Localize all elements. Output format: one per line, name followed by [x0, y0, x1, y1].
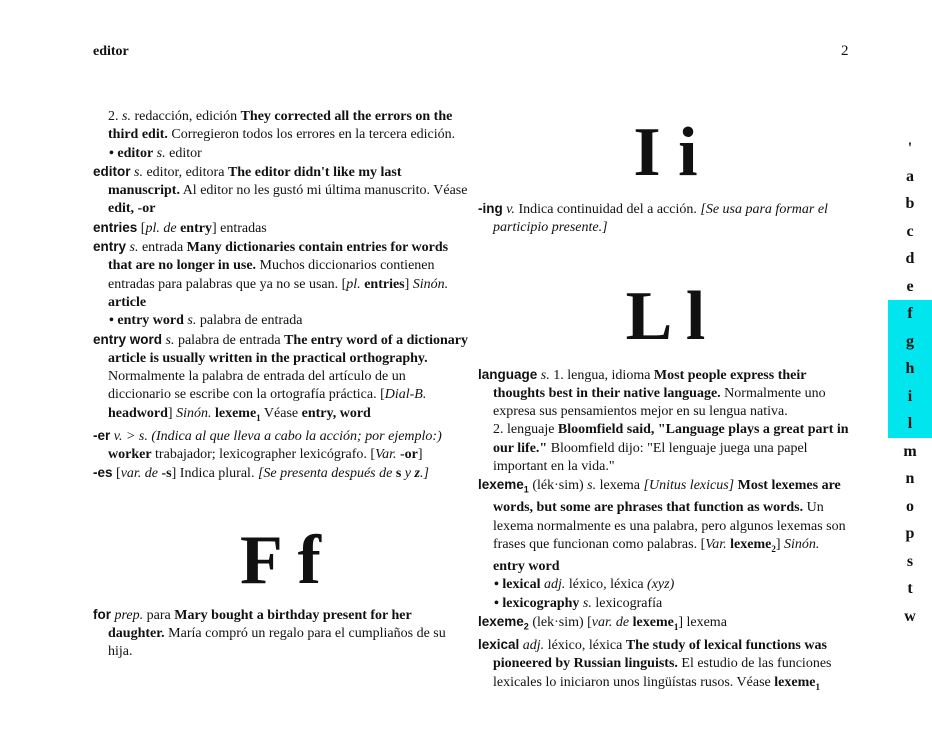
subentry-lexical: • lexical adj. léxico, léxica (xyz) [494, 577, 675, 593]
alphabet-letter-w[interactable]: w [904, 607, 916, 625]
alphabet-letter-f[interactable]: f [888, 300, 932, 328]
alphabet-letter-h[interactable]: h [888, 355, 932, 383]
letter-heading-f: F f [240, 521, 321, 599]
entry-entry: entry s. entrada Many dictionaries contain entries for words that are no longer in use. Muchos diccionarios contienen entradas para palabras que ya no se usan. [pl. entries] Sinón. article [93, 239, 449, 310]
right-column [478, 108, 853, 696]
alphabet-letter-a[interactable]: a [906, 167, 914, 185]
entry-language: language s. 1. lengua, idioma Most people express their thoughts best in their native language. Normalmente uno expresa sus pensamientos mejor en su lengua nativa. [478, 366, 826, 420]
alphabet-letter-m[interactable]: m [903, 442, 917, 460]
headword-lexeme1[interactable]: lexeme$_1$ [478, 477, 529, 496]
alphabet-letter-s[interactable]: s [906, 552, 914, 570]
entry-ing: -ing v. Indica continuidad del a acción. [Se usa para formar el participio presente.] [478, 201, 828, 236]
entry-language-sense-2: 2. lenguaje Bloomfield said, "Language plays a great part in our life." Bloomfield dijo: "El lenguaje juega una papel important en la vida." [493, 422, 849, 475]
headword-lexeme2[interactable]: lexeme$_2$ [478, 613, 529, 632]
entry-entry-word: entry word s. palabra de entrada The entry word of a dictionary article is usually written in the practical orthography. Normalmente la palabra de entrada del artículo de un diccionario se escribe con la ortografía práctica. [Dial-B. headword] Sinón. lexeme$_1$ Véase entry, word [93, 331, 469, 423]
alphabet-letter-c[interactable]: c [906, 222, 914, 240]
running-head-word: editor [93, 44, 129, 59]
alphabet-letter-d[interactable]: d [905, 250, 915, 267]
alphabet-letter-n[interactable]: n [905, 470, 915, 487]
alphabet-letter-e[interactable]: e [906, 277, 914, 295]
xref-lexeme2[interactable]: lexeme$_2$ [730, 536, 776, 554]
left-column [93, 108, 468, 662]
entry-editor: editor s. editor, editora The editor didn't like my last manuscript. Al editor no les gustó mi última manuscrito. Véase edit, -or [93, 163, 468, 217]
letter-heading-i: I i [633, 114, 698, 191]
subentry-lexicography: • lexicography s. lexicografía [494, 595, 663, 611]
entry-es: -es [var. de -s] Indica plural. [Se presenta después de s y z.] [93, 465, 429, 482]
page-number: 2 [841, 43, 849, 59]
letter-heading-l: L l [625, 277, 706, 355]
alphabet-letter-o[interactable]: o [906, 497, 914, 515]
xref-lexeme1-c[interactable]: lexeme$_1$ [774, 674, 820, 692]
entry-lexeme1: lexeme$_1$ (lék·sim) s. lexema [Unitus lexicus] Most lexemes are words, but some are phrases that function as words. Un lexema normalmente es una palabra, pero algunos lexemas son frases que funcionan como palabras. [Var. lexeme$_2$] Sinón. entry word [478, 477, 846, 575]
alphabet-letter-apostrophe[interactable]: ' [907, 140, 913, 157]
alphabet-letter-i[interactable]: i [888, 383, 932, 411]
alphabet-letter-b[interactable]: b [905, 195, 915, 212]
xref-lexeme1[interactable]: lexeme$_1$ [214, 405, 261, 423]
entry-lexical: lexical adj. léxico, léxica The study of lexical functions was pioneered by Russian linguists. El estudio de las funciones lexicales lo iniciaron unos lingüístas rusos. Véase lexeme$_1$ [478, 637, 832, 692]
alphabet-letter-p[interactable]: p [905, 525, 915, 542]
entry-for: for prep. para Mary bought a birthday present for her daughter. María compró un regalo para el cumpliaños de su hija. [93, 606, 446, 660]
subentry-editor: • editor s. editor [109, 145, 202, 161]
alphabet-letter-g[interactable]: g [888, 328, 932, 356]
entry-er: -er v. > s. (Indica al que lleva a cabo la acción; por ejemplo:) worker trabajador; lexicographer lexicógrafo. [Var. -or] [93, 427, 442, 463]
alphabet-index [888, 135, 932, 630]
xref-lexeme1-b[interactable]: lexeme$_1$ [632, 614, 679, 632]
alphabet-letter-t[interactable]: t [907, 580, 913, 597]
entry-edit-sense-2: 2. s. redacción, edición They corrected all the errors on the third edit. Corregieron todos los errores en la tercera edición. [108, 109, 456, 143]
entry-lexeme2: lexeme$_2$ (lek·sim) [var. de lexeme$_1$] lexema [478, 613, 727, 632]
alphabet-letter-l[interactable]: l [888, 410, 932, 438]
entry-entries: entries [pl. de entry] entradas [93, 219, 267, 236]
subentry-entry-word: • entry word s. palabra de entrada [109, 313, 303, 329]
